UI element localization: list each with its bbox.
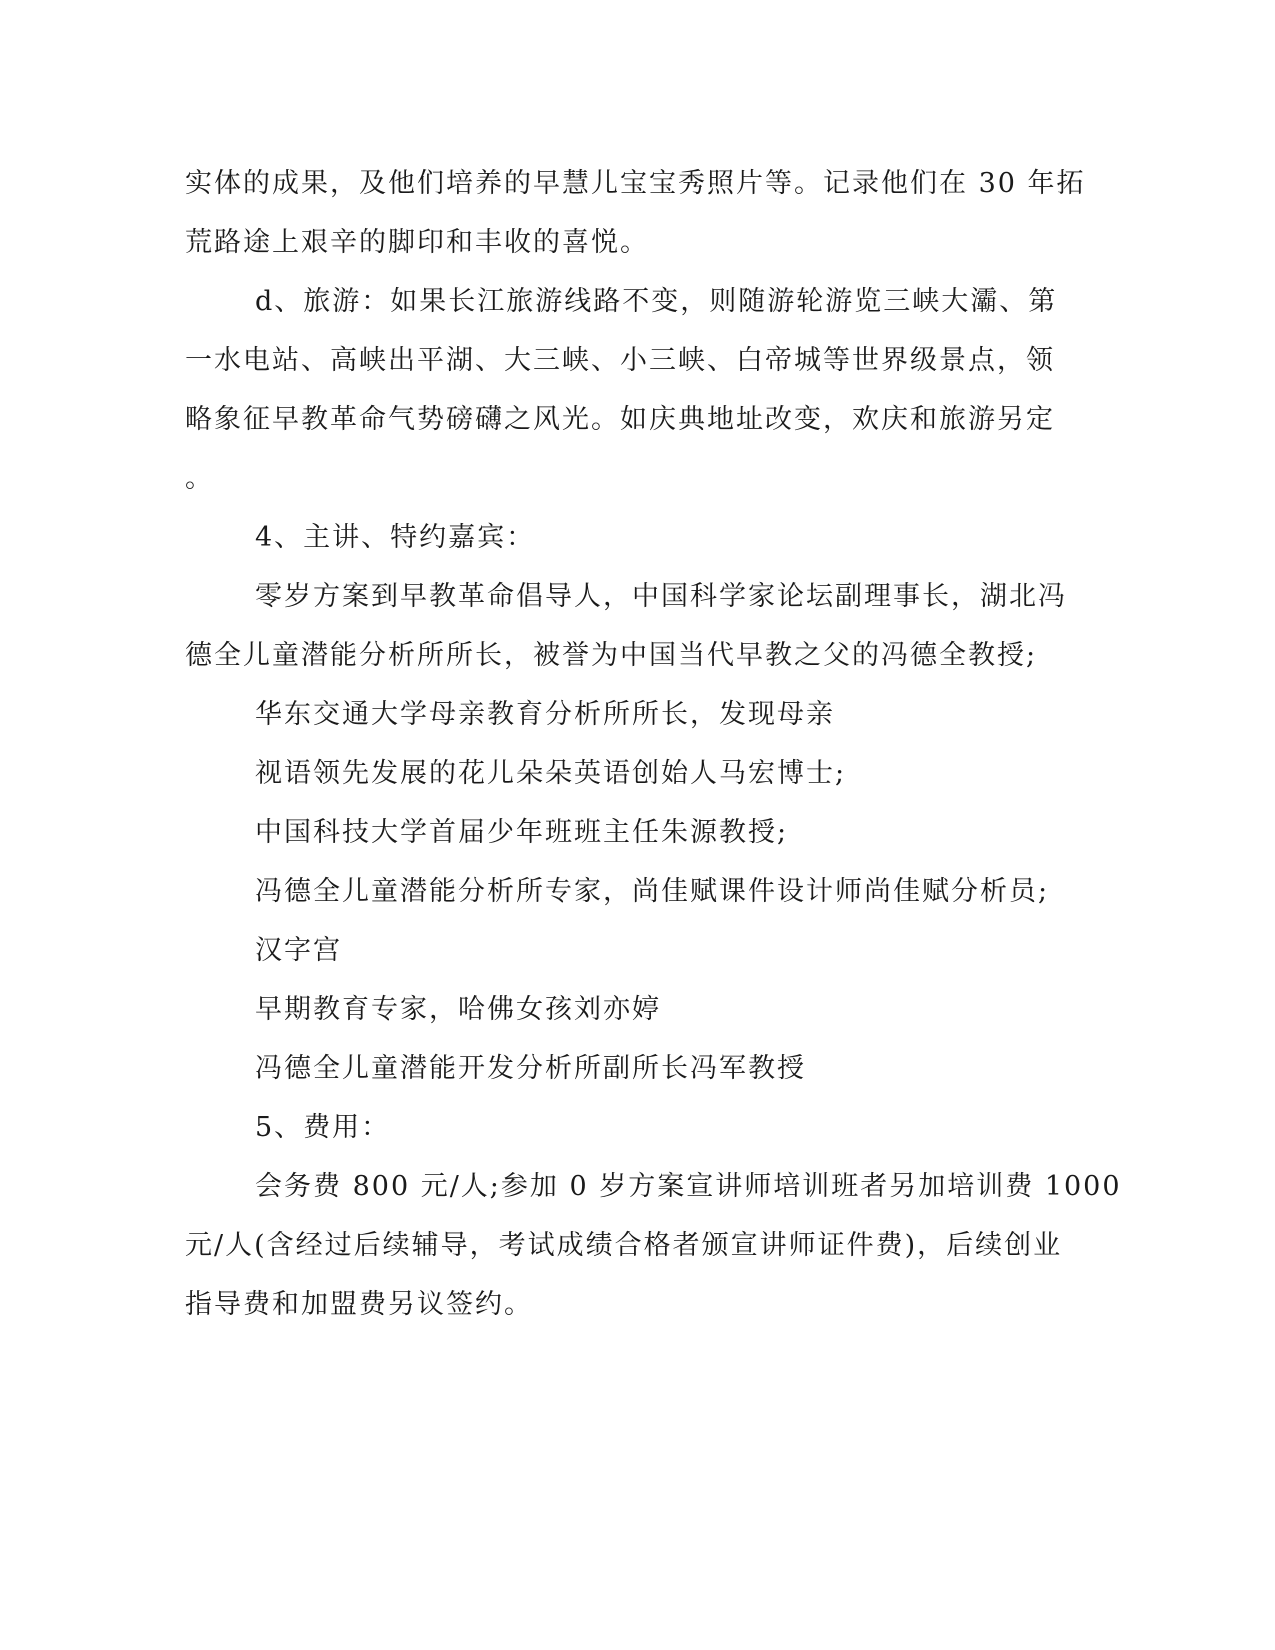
paragraph-speaker-mother-edu: [185, 685, 1065, 744]
text-line: 华东交通大学母亲教育分析所所长，发现母亲: [255, 699, 835, 730]
text-line: 中国科技大学首届少年班班主任朱源教授;: [255, 817, 789, 848]
text-line: 4、主讲、特约嘉宾：: [255, 522, 536, 553]
paragraph-speaker-feng: [185, 567, 1065, 685]
text-line: 略象征早教革命气势磅礴之风光。如庆典地址改变，欢庆和旅游另定: [185, 404, 1055, 435]
paragraph-speaker-shang: [185, 862, 1065, 921]
paragraph-speaker-ma: [185, 744, 1065, 803]
paragraph-achievements: [185, 154, 1086, 272]
paragraph-speaker-zhu: [185, 803, 1065, 862]
text-line: 会务费 800 元/人;参加 0 岁方案宣讲师培训班者另加培训费 1000: [255, 1171, 1122, 1202]
text-line: 零岁方案到早教革命倡导人，中国科学家论坛副理事长，湖北冯: [255, 581, 1067, 612]
section-heading-speakers: [185, 508, 1065, 567]
text-line: 视语领先发展的花儿朵朵英语创始人马宏博士;: [255, 758, 847, 789]
text-line: 指导费和加盟费另议签约。: [185, 1289, 533, 1320]
paragraph-travel: [185, 272, 1065, 508]
text-line: 荒路途上艰辛的脚印和丰收的喜悦。: [185, 227, 649, 258]
paragraph-fees: [185, 1157, 1122, 1334]
text-line: 冯德全儿童潜能开发分析所副所长冯军教授: [255, 1053, 806, 1084]
text-line: 实体的成果，及他们培养的早慧儿宝宝秀照片等。记录他们在 30 年拓: [185, 168, 1086, 199]
text-line: 冯德全儿童潜能分析所专家，尚佳赋课件设计师尚佳赋分析员;: [255, 876, 1050, 907]
text-line: 。: [185, 463, 214, 494]
text-line: 汉字宫: [255, 935, 342, 966]
text-line: 5、费用：: [255, 1112, 391, 1143]
text-line: 早期教育专家，哈佛女孩刘亦婷: [255, 994, 661, 1025]
paragraph-speaker-fengjun: [185, 1039, 1065, 1098]
section-heading-fees: [185, 1098, 1065, 1157]
paragraph-speaker-liu: [185, 980, 1065, 1039]
document-body: [185, 154, 1122, 1334]
text-line: 元/人(含经过后续辅导，考试成绩合格者颁宣讲师证件费)，后续创业: [185, 1230, 1063, 1261]
text-line: 一水电站、高峡出平湖、大三峡、小三峡、白帝城等世界级景点，领: [185, 345, 1055, 376]
paragraph-hanzi-palace: [185, 921, 1065, 980]
text-line: d、旅游：如果长江旅游线路不变，则随游轮游览三峡大灞、第: [255, 286, 1058, 317]
text-line: 德全儿童潜能分析所所长，被誉为中国当代早教之父的冯德全教授;: [185, 640, 1038, 671]
